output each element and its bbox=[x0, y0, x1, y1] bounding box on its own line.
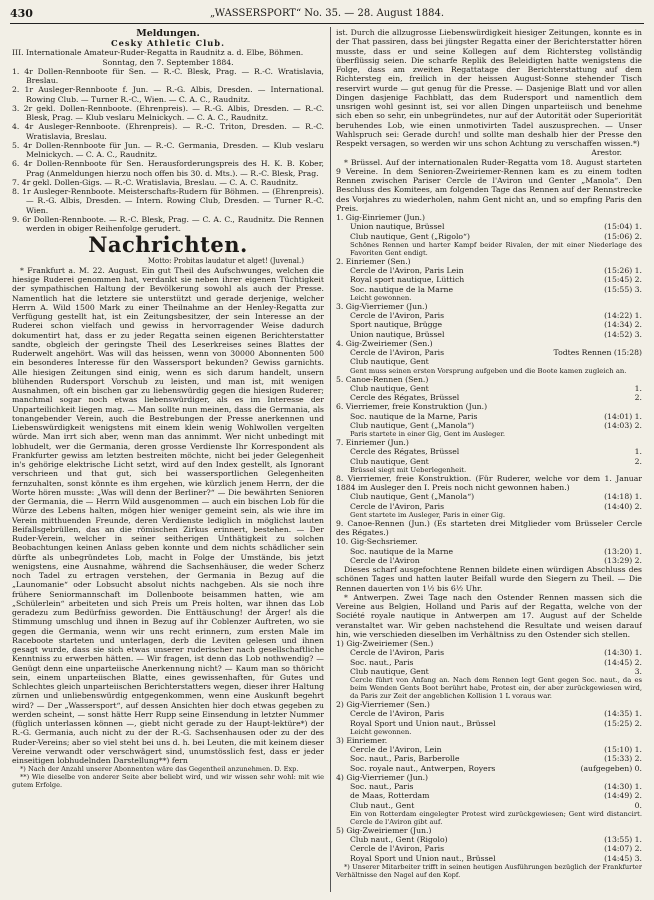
result-time: 2. bbox=[634, 393, 642, 402]
result-time: 1. bbox=[634, 447, 642, 457]
race-note: Brüssel siegt mit Ueberlegenheit. bbox=[350, 465, 467, 474]
result-time: (14:40) 2. bbox=[604, 501, 642, 511]
crew-name: Soc. nautique de la Marne bbox=[350, 284, 454, 294]
entry-item: 3. 2r gekl. Dollen-Rennboote. (Ehrenpreis). — R.-G. Albis, Dresden. — R.-C. Blesk, Prag. — Klub veslaru Melnickych. — C. A. C., Raudnitz. bbox=[12, 103, 324, 122]
result-row bbox=[336, 782, 642, 791]
result-row bbox=[336, 357, 642, 366]
crew-name: Cercle de l'Aviron, Paris bbox=[350, 348, 445, 357]
race-title: 8. Vierriemer, freie Konstruktion. (Für Ruderer, welche vor dem 1. Januar 1884 im Ausleger den I. Preis noch nicht gewonnen haben.) bbox=[336, 473, 642, 492]
result-row bbox=[336, 320, 642, 329]
result-row bbox=[336, 658, 642, 667]
result-row bbox=[336, 232, 642, 241]
race-title: 3. Gig-Vierriemer (Jun.) bbox=[336, 301, 428, 311]
crew-name: Sport nautique, Brügge bbox=[350, 320, 443, 330]
result-row bbox=[336, 348, 642, 357]
crew-name: Cercle de l'Aviron, Lein bbox=[350, 745, 442, 754]
result-time: (15:45) 2. bbox=[604, 275, 642, 285]
result-time: (13:29) 2. bbox=[604, 555, 642, 565]
result-time: (14:30) 1. bbox=[604, 782, 642, 791]
result-time: (14:49) 2. bbox=[604, 791, 642, 801]
footnote-1: *) Nach der Anzahl unserer Abonnenten wäre das Gegentheil anzunehmen. D. Exp. bbox=[20, 765, 299, 774]
result-time: (14:45) 3. bbox=[604, 853, 642, 863]
race-title: 9. Canoe-Rennen (Jun.) (Es starteten drei Mitglieder vom Brüsseler Cercle des Régates.) bbox=[336, 518, 642, 537]
result-row bbox=[336, 745, 642, 754]
intro-text: ist. Durch die allzugrosse Liebenswürdigkeit hiesiger Zeitungen, konnte es in der That passiren, dass bei jüngster Regatta einer der Berichterstatter hören musste, dass er und seine Kollegen auf dem Richtersteg vollständig überflüssig seien. Die scharfe Replik des Beleidigten hatte wenigstens die Folge, dass am zweiten Regattatage der Berichterstattung auf dem Richtersteg ein, freilich in der heissen August-Sonne stehender Tisch reservirt wurde — gut genug für die Presse. — Dasjenige Blatt und vor allen Dingen dasjenige Fachblatt, das dem Rudersport und namentlich dem unsrigen wohl gesinnt ist, sei vor allen Dingen unparteiisch und benehme sich eben so sehr, ein unbegründetes, nur auf der Autorität oder Superiorität beruhendes Lob, wie einen unmotivirten Tadel auszusprechen. — Unser Wahlspruch sei: Gerade durch! und sollte man deshalb hier der Presse den Respekt versagen, so werden wir uns schon Achtung zu verschaffen wissen.*) bbox=[336, 28, 642, 148]
result-row bbox=[336, 754, 642, 763]
crew-name: Royal sport nautique, Lüttich bbox=[350, 275, 465, 285]
result-row bbox=[336, 709, 642, 718]
result-row bbox=[336, 266, 642, 275]
result-time: (14:52) 3. bbox=[604, 329, 642, 339]
result-time: (14:03) 2. bbox=[604, 420, 642, 430]
result-time: (15:06) 2. bbox=[604, 231, 642, 241]
crew-name: Club naut., Gent (Rigolo) bbox=[350, 835, 448, 844]
entry-item: 5. 4r Dollen-Rennboote für Jun. — R.-C. Germania, Dresden. — Klub veslaru Melnickych. — C. A. C., Raudnitz. bbox=[12, 140, 324, 159]
result-row bbox=[336, 421, 642, 430]
crew-name: Soc. royale naut., Antwerpen, Royers bbox=[350, 763, 496, 773]
crew-name: Cercle de l'Aviron, Paris bbox=[350, 501, 445, 511]
crew-name: Cercle de l'Aviron, Paris bbox=[350, 844, 445, 854]
result-row bbox=[336, 275, 642, 284]
result-time: (14:18) 1. bbox=[604, 492, 642, 502]
race-note: Cercle führt von Anfang an. Nach dem Rennen legt Gent gegen Soc. naut., da es beim Wenden Gents Boot berührt habe, Protest ein, der aber zurückgewiesen wird, da Paris zur Zeit der angeblichen Kollision 1 L voraus war. bbox=[350, 676, 642, 700]
result-row bbox=[336, 547, 642, 556]
frankfurt-article: * Frankfurt a. M. 22. August. Ein gut Theil des Aufschwunges, welchen die hiesige Ruderei genommen hat, verdankt sie neben ihrer eigenen Tüchtigkeit der sympathischen Haltung der Bevölkerung sowohl als auch der Presse. Namentlich hat die letztere sie unterstützt und gerade derjenige, welcher Herrn A. Wild 1500 Mark zu einer Theilnahme an der Henley-Regatta zur Verfügung gestellt hat, ist ein Zeitungsbesitzer, der sein Interesse an der Ruderei schon vielfach und gewiss in hervorragender Weise dadurch dokumentirt hat, dass er zu jeder Regatta seinen eigenen Berichterstatter sandte, obgleich der geringste Theil des Leserkreises seines Blattes der Ruderwelt angehört. Was will das heissen, wenn von 30000 Abonnenten 500 ein besonderes Interesse für den Wassersport bekunden? Gewiss garnichts. Alle hiesigen Zeitungen sind einig, wenn es sich darum handelt, unsern blühenden Rudersport Vorschub zu leisten, und man ist, mit wenigen Ausnahmen, oft ein bischen gar zu liebenswürdig gegen die hiesigen Ruderer; manchmal sogar noch etwas liebenswürdiger, als es im Interesse der Unparteilichkeit liegen mag. — Man sollte nun meinen, dass die Germania, als tonangebender Verein, auch die Bestrebungen der Presse anerkennen und Liebenswürdigkeit wenigstens mit einem klein wenig Wohlwollen vergelten würde. Man irrt sich aber, wenn man das annimmt. Wer nicht unbedingt mit lobhudelt, wer die Germania, deren grosse Verdienste Ihr Korrespondent als Frankfurter gewiss am letzten bestreiten möchte, nicht bei jeder Gelegenheit in's gehörige elektrische Licht setzt, wird auf den Index gestellt, als Ignorant verschrieen und that gut, sich bei wassersportlichen Gelegenheiten fernzuhalten, sonst könnte es ihm ergehen, wie kürzlich jenem Herrn, der die Worte hören musste: „Was will denn der Berliner?“ — Die bewährten Senioren der Germania, die — Herrn Wild ausgenommen — auch ein bischen Lob für die Würze des Lebens halten, mögen hier weniger gemeint sein, als wie ihre im Verein mitthuenden Freunde, deren Verdienste lediglich in möglichst lauten Beifallsgebrüllen, das an die römischen Zirkus erinnert, bestehen. — Der Ruder-Verein, welcher in seiner seitherigen Unthätigkeit zu solchen Beobachtungen keinen Anlass geben konnte und dem nichts schädlicher sein dürfte als unbegründetes Lob, macht in Folge der Umstände, bis jetzt wenigstens, eine Ausnahme, während die Sachsenhäuser, die weder Scherz noch Tadel zu ertragen verstehen, der Germania in Bezug auf die „Launomanie“ oder Lobsucht absolut nichts nachgeben. Als sie noch ihre frühere Seniormannschaft im Dollenboote beisammen hatten, wie am „Schülerlein“ arbeiteten und sich Preis um Preis holten, war ihnen das Lob geradezu zum Bedürfniss geworden. Die Enttäuschung! der Ärger! als die Stimmung umschlug und ihnen in Bezug auf ihr Coblenzer Auftreten, wo sie gegen die Germania, wenn wir uns recht erinnern, zum ersten Male im Raceboote starteten und unterlagen, derb die Leviten gelesen und ihnen gesagt wurde, dass sie sich etwas unserer ruderischer nach gesellschaftliche Kenntniss zu erwerben hätten. — Wir fragen, ist denn das Lob nothwendig? — Genügt denn eine unparteiische Anerkennung nicht? — Kaum man so thöricht sein, einem unparteiischen Blatte, eines gewissenhaften, für Gutes und Schlechtes gleich unparteiischen Berichterstatters wegen, dieser ihrer Haltung zürnen und unliebenswürdig entgegenkommen, wenn eine Auskunft begehrt wird? — Der „Wassersport“, auf dessen Ansichten hier doch etwas gegeben zu werden scheint, — sonst hätte Herr Rupp seine Einsendung in letzter Nummer (füglich unterlassen können —, giebt nicht gerade zu der Haupt-lektüre*) der R.-G. Germania, auch nicht zu der der R.-G. Sachsenhausen oder zu der des Ruder-Vereins; aber so viel steht bei uns d. h. bei Leuten, die mit keinem dieser Vereine verwandt oder verschwägert sind, unumstösslich fest, dass er jeder einseitigen lobhudelnden Darstellung**) fern bbox=[12, 265, 324, 765]
motto: Motto: Probitas laudatur et alget! (Juvenal.) bbox=[147, 257, 304, 266]
result-row bbox=[336, 330, 642, 339]
result-time: (14:07) 2. bbox=[604, 844, 642, 854]
result-row bbox=[336, 285, 642, 294]
entry-item: 1. 4r Dollen-Rennboote für Sen. — R.-C. Blesk, Prag. — R.-C. Wratislavia, Breslau. bbox=[12, 66, 324, 85]
result-row bbox=[336, 502, 642, 511]
result-time: 2. bbox=[634, 456, 642, 466]
crew-name: Royal Sport und Union naut., Brüssel bbox=[350, 853, 496, 863]
result-row bbox=[336, 447, 642, 456]
crew-name: Club nautique, Gent bbox=[350, 357, 429, 367]
antwerpen-results bbox=[336, 639, 642, 863]
race-title: 2) Gig-Vierriemer (Sen.) bbox=[336, 700, 430, 709]
crew-name: Cercle des Régates, Brüssel bbox=[350, 447, 460, 457]
crew-name: Club nautique, Gent („Manola“) bbox=[350, 492, 475, 502]
result-time: (15:55) 3. bbox=[604, 284, 642, 294]
result-time: 1. bbox=[634, 383, 642, 393]
result-row bbox=[336, 393, 642, 402]
date-line: Sonntag, den 7. September 1884. bbox=[102, 57, 234, 67]
result-row bbox=[336, 648, 642, 657]
result-time: (15:25) 2. bbox=[604, 718, 642, 728]
crew-name: Union nautique, Brüssel bbox=[350, 222, 445, 232]
result-row bbox=[336, 835, 642, 844]
result-time: (aufgegeben) 0. bbox=[580, 763, 642, 773]
result-time: Todtes Rennen (15:28) bbox=[553, 348, 642, 357]
signature: Arestor. bbox=[591, 148, 622, 158]
result-time: (14:22) 1. bbox=[604, 311, 642, 320]
nachrichten-heading: Nachrichten. bbox=[88, 232, 248, 258]
race-title: 1. Gig-Einriemer (Jun.) bbox=[336, 213, 425, 222]
crew-name: Cercle de l'Aviron, Paris bbox=[350, 648, 445, 658]
result-time: (15:10) 1. bbox=[604, 745, 642, 754]
crew-name: Soc. naut., Paris, Barberolle bbox=[350, 754, 460, 764]
race-note: Schönes Rennen und harter Kampf beider Rivalen, der mit einer Niederlage des Favoriten Gent endigt. bbox=[350, 240, 642, 257]
header-rule bbox=[10, 23, 644, 24]
crew-name: Club naut., Gent bbox=[350, 800, 415, 810]
meldungen-heading: Meldungen. bbox=[136, 28, 200, 39]
crew-name: de Maas, Rotterdam bbox=[350, 791, 430, 801]
result-row bbox=[336, 457, 642, 466]
result-time: 0. bbox=[634, 800, 642, 810]
right-footnote: *) Unserer Mitarbeiter trifft in seinen heutigen Ausführungen bezüglich der Frankfurter Verhältnisse den Nagel auf den Kopf. bbox=[336, 862, 642, 879]
bruessel-results bbox=[336, 213, 642, 565]
journal-title: „WASSERSPORT“ No. 35. — 28. August 1884. bbox=[209, 8, 445, 19]
left-column bbox=[12, 28, 324, 892]
crew-name: Cercle de l'Aviron, Paris bbox=[350, 311, 445, 320]
crew-name: Soc. naut., Paris bbox=[350, 657, 414, 667]
result-time: (14:45) 2. bbox=[604, 657, 642, 667]
crew-name: Cercle de l'Aviron, Paris Lein bbox=[350, 266, 464, 275]
entry-item: 4. 4r Ausleger-Rennboote. (Ehrenpreis). — R.-C. Triton, Dresden. — R.-C. Wratislavia, Breslau. bbox=[12, 122, 324, 141]
crew-name: Soc. nautique de la Marne, Paris bbox=[350, 411, 478, 421]
crew-name: Club nautique, Gent bbox=[350, 666, 429, 676]
crew-name: Union nautique, Brüssel bbox=[350, 329, 445, 339]
race-note: Ein von Rotterdam eingelegter Protest wird zurückgewiesen; Gent wird distancirt. Cercle de l'Aviron gibt auf. bbox=[350, 809, 642, 826]
crew-name: Royal Sport und Union naut., Brüssel bbox=[350, 718, 496, 728]
page-number: 430 bbox=[10, 7, 33, 20]
result-row bbox=[336, 311, 642, 320]
result-row bbox=[336, 764, 642, 773]
entry-item: 8. 1r Ausleger-Rennboote. Meisterschafts-Rudern für Böhmen. — (Ehrenpreis). — R.-G. Albis, Dresden. — Intern. Rowing Club, Dresden. — Turner R.-C. Wien. bbox=[12, 187, 324, 215]
result-time: (15:26) 1. bbox=[604, 266, 642, 275]
right-column bbox=[336, 28, 642, 892]
race-note: Leicht gewonnen. bbox=[350, 727, 412, 736]
entry-item: 7. 4r gekl. Dollen-Gigs. — R.-C. Wratislavia, Breslau. — C. A. C. Raudnitz. bbox=[12, 177, 299, 187]
race-title: 7. Einriemer (Jun.) bbox=[336, 438, 409, 447]
race-title: 4) Gig-Vierriemer (Jun.) bbox=[336, 772, 429, 782]
page-header bbox=[10, 6, 644, 22]
result-row bbox=[336, 791, 642, 800]
result-time: (14:35) 1. bbox=[604, 709, 642, 719]
race-title: 10. Gig-Sechsriemer. bbox=[336, 537, 418, 547]
result-time: 3. bbox=[634, 666, 642, 676]
result-time: (14:30) 1. bbox=[604, 648, 642, 658]
result-row bbox=[336, 667, 642, 676]
result-row bbox=[336, 412, 642, 421]
bruessel-intro: * Brüssel. Auf der internationalen Ruder-Regatta vom 18. August starteten 9 Vereine. In dem Senioren-Zweiriemer-Rennen kam es zu einem todten Rennen zwischen Pariser Cercle de l'Aviron und Genter „Manola“. Den Beschluss des Komitees, am folgenden Tage das Rennen auf der Rennstrecke des Vorjahres zu wiederholen, nahm Gent nicht an, und so empfing Paris den Preis. bbox=[336, 157, 642, 213]
result-time: (14:01) 1. bbox=[604, 411, 642, 421]
race-title: 4. Gig-Zweiriemer (Sen.) bbox=[336, 338, 433, 348]
club-heading: Cesky Athletic Club. bbox=[110, 38, 225, 48]
entries-list bbox=[12, 67, 324, 234]
entry-item: 9. 6r Dollen-Rennboote. — R.-C. Blesk, Prag. — C. A. C., Raudnitz. Die Rennen werden in obiger Reihenfolge gerudert. bbox=[12, 214, 324, 233]
result-row bbox=[336, 556, 642, 565]
result-time: (15:04) 1. bbox=[604, 222, 642, 232]
crew-name: Soc. nautique de la Marne bbox=[350, 546, 454, 556]
crew-name: Cercle de l'Aviron, Paris bbox=[350, 709, 445, 719]
race-title: 5. Canoe-Rennen (Sen.) bbox=[336, 374, 429, 384]
race-title: 1) Gig-Zweiriemer (Sen.) bbox=[336, 639, 434, 648]
result-row bbox=[336, 719, 642, 728]
crew-name: Cercle de l'Aviron bbox=[350, 555, 420, 565]
race-note: Gent startete im Ausleger, Paris in einer Gig. bbox=[350, 510, 506, 519]
race-title: 5) Gig-Zweiriemer (Jun.) bbox=[336, 825, 432, 835]
regatta-line: III. Internationale Amateur-Ruder-Regatta in Raudnitz a. d. Elbe, Böhmen. bbox=[12, 48, 304, 58]
footnote-2: **) Wie dieselbe von anderer Seite aber beliebt wird, und wir wissen sehr wohl: mit wie gutem Erfolge. bbox=[12, 773, 324, 789]
crew-name: Club nautique, Gent („Manola“) bbox=[350, 420, 475, 430]
crew-name: Club nautique, Gent bbox=[350, 456, 429, 466]
result-row bbox=[336, 854, 642, 863]
antwerpen-intro: * Antwerpen. Zwei Tage nach den Ostender Rennen massen sich die Vereine aus Belgien, Holland und Paris auf der Regatta, welche von der Société royale nautique in Antwerpen am 17. August auf der Schelde veranstaltet war. Wir geben nachstehend die Resultate und weisen darauf hin, wie verschieden dieselben im Verhältniss zu den Ostender sich stellen. bbox=[336, 592, 642, 639]
entry-item: 6. 4r Dollen-Rennboote für Sen. Herausforderungspreis des H. K. B. Kober, Prag (Anmeldungen hierzu noch offen bis 30. d. Mts.). — R.-C. Blesk, Prag. bbox=[12, 159, 324, 178]
race-title: 2. Einriemer (Sen.) bbox=[336, 256, 411, 266]
result-time: (15:33) 2. bbox=[604, 754, 642, 764]
crew-name: Club nautique, Gent bbox=[350, 383, 429, 393]
crew-name: Cercle des Régates, Brüssel bbox=[350, 393, 460, 402]
race-note: Leicht gewonnen. bbox=[350, 293, 412, 302]
result-time: (13:55) 1. bbox=[604, 835, 642, 844]
bruessel-outro: Dieses scharf ausgefochtene Rennen bildete einen würdigen Abschluss des schönen Tages und hatten lauter Beifall wurde den Siegern zu Theil. — Die Rennen dauerten von 1½ bis 6½ Uhr. bbox=[336, 565, 642, 593]
result-row bbox=[336, 844, 642, 853]
result-row bbox=[336, 384, 642, 393]
crew-name: Club nautique, Gent („Rigolo“) bbox=[350, 231, 470, 241]
race-title: 6. Vierriemer, freie Konstruktion (Jun.) bbox=[336, 402, 488, 412]
column-divider bbox=[330, 27, 331, 892]
crew-name: Soc. naut., Paris bbox=[350, 782, 414, 791]
race-note: Paris startete in einer Gig, Gent im Ausleger. bbox=[350, 430, 506, 438]
result-row bbox=[336, 222, 642, 231]
result-time: (14:34) 2. bbox=[604, 320, 642, 330]
result-row bbox=[336, 492, 642, 501]
result-time: (13:20) 1. bbox=[604, 546, 642, 556]
race-note: Gent muss seinen ersten Vorsprung aufgeben und die Boote kamen zugleich an. bbox=[350, 366, 627, 375]
race-title: 3) Einriemer. bbox=[336, 735, 388, 745]
entry-item: 2. 1r Ausleger-Rennboote f. Jun. — R.-G. Albis, Dresden. — International. Rowing Club. — Turner R.-C., Wien. — C. A. C., Raudnitz. bbox=[12, 85, 324, 104]
result-row bbox=[336, 801, 642, 810]
